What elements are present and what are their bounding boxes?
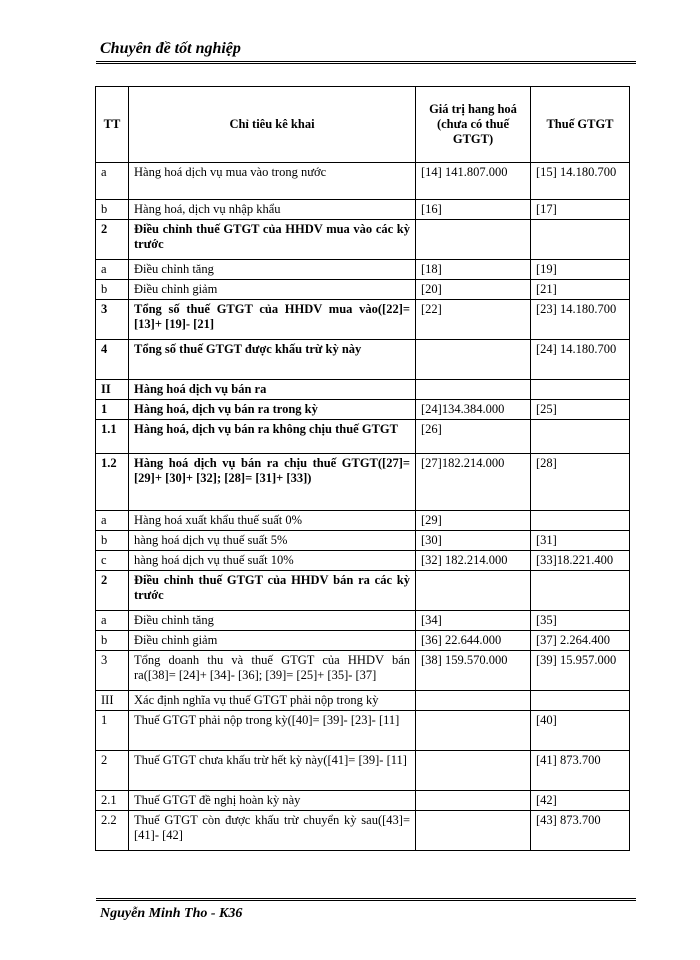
row-goods-value: [36] 22.644.000 — [416, 631, 531, 651]
row-tt: 1 — [96, 711, 129, 751]
row-indicator: Thuế GTGT còn được khấu trừ chuyển kỳ sau([43]= [41]- [42] — [129, 811, 416, 851]
row-goods-value: [16] — [416, 200, 531, 220]
row-vat: [31] — [531, 531, 630, 551]
row-tt: a — [96, 511, 129, 531]
table-row — [96, 691, 630, 711]
row-vat — [531, 380, 630, 400]
row-indicator: Hàng hoá dịch vụ bán ra chịu thuế GTGT([27]= [29]+ [30]+ [32]; [28]= [31]+ [33]) — [129, 454, 416, 511]
row-indicator: Tổng số thuế GTGT được khấu trừ kỳ này — [129, 340, 416, 380]
row-vat: [24] 14.180.700 — [531, 340, 630, 380]
table-row — [96, 220, 630, 260]
table-row — [96, 711, 630, 751]
row-indicator: Thuế GTGT đề nghị hoàn kỳ này — [129, 791, 416, 811]
row-indicator: Điều chỉnh giảm — [129, 280, 416, 300]
row-tt: 2 — [96, 751, 129, 791]
row-vat: [19] — [531, 260, 630, 280]
row-tt: b — [96, 631, 129, 651]
table-row — [96, 420, 630, 454]
header-indicator: Chỉ tiêu kê khai — [129, 87, 416, 163]
table-row — [96, 280, 630, 300]
row-indicator: Hàng hoá dịch vụ bán ra — [129, 380, 416, 400]
row-tt: 1 — [96, 400, 129, 420]
row-tt: II — [96, 380, 129, 400]
row-indicator: Điều chỉnh tăng — [129, 260, 416, 280]
table-row — [96, 751, 630, 791]
row-tt: 2 — [96, 220, 129, 260]
table-row — [96, 531, 630, 551]
page-header-title: Chuyên đề tốt nghiệp — [100, 40, 241, 57]
row-tt: 1.2 — [96, 454, 129, 511]
table-row — [96, 571, 630, 611]
row-tt: a — [96, 260, 129, 280]
row-indicator: Tổng doanh thu và thuế GTGT của HHDV bán ra([38]= [24]+ [34]- [36]; [39]= [25]+ [35]- [37] — [129, 651, 416, 691]
footer-rule — [96, 898, 636, 899]
row-indicator: Thuế GTGT chưa khấu trừ hết kỳ này([41]= [39]- [11] — [129, 751, 416, 791]
row-tt: b — [96, 531, 129, 551]
row-vat — [531, 511, 630, 531]
table-row — [96, 454, 630, 511]
row-tt: b — [96, 200, 129, 220]
table-row — [96, 300, 630, 340]
table-row — [96, 400, 630, 420]
row-indicator: Hàng hoá, dịch vụ bán ra không chịu thuế GTGT — [129, 420, 416, 454]
row-goods-value: [29] — [416, 511, 531, 531]
table-row — [96, 631, 630, 651]
row-tt: 2 — [96, 571, 129, 611]
row-tt: b — [96, 280, 129, 300]
row-indicator: Hàng hoá, dịch vụ bán ra trong kỳ — [129, 400, 416, 420]
row-tt: a — [96, 611, 129, 631]
row-indicator: hàng hoá dịch vụ thuế suất 5% — [129, 531, 416, 551]
row-tt: 2.1 — [96, 791, 129, 811]
row-goods-value: [30] — [416, 531, 531, 551]
footer-rule-thin — [96, 900, 636, 901]
row-vat — [531, 220, 630, 260]
table-row — [96, 611, 630, 631]
row-vat: [43] 873.700 — [531, 811, 630, 851]
footer — [100, 906, 242, 922]
row-vat: [23] 14.180.700 — [531, 300, 630, 340]
table-header-row — [96, 87, 630, 163]
row-indicator: Hàng hoá xuất khẩu thuế suất 0% — [129, 511, 416, 531]
row-vat: [35] — [531, 611, 630, 631]
footer-class-code: K36 — [219, 906, 243, 921]
table-row — [96, 511, 630, 531]
row-tt: 2.2 — [96, 811, 129, 851]
table-row — [96, 260, 630, 280]
row-goods-value — [416, 340, 531, 380]
row-vat: [42] — [531, 791, 630, 811]
row-goods-value: [18] — [416, 260, 531, 280]
row-goods-value — [416, 220, 531, 260]
row-indicator: Điều chỉnh thuế GTGT của HHDV bán ra các kỳ trước — [129, 571, 416, 611]
header-rule — [96, 61, 636, 62]
row-goods-value: [27]182.214.000 — [416, 454, 531, 511]
row-vat: [37] 2.264.400 — [531, 631, 630, 651]
table-row — [96, 163, 630, 200]
row-vat: [40] — [531, 711, 630, 751]
row-indicator: Thuế GTGT phải nộp trong kỳ([40]= [39]- [23]- [11] — [129, 711, 416, 751]
row-goods-value: [14] 141.807.000 — [416, 163, 531, 200]
header-tt: TT — [96, 87, 129, 163]
row-vat — [531, 571, 630, 611]
row-vat: [41] 873.700 — [531, 751, 630, 791]
row-indicator: Tổng số thuế GTGT của HHDV mua vào([22]= [13]+ [19]- [21] — [129, 300, 416, 340]
row-indicator: Điều chỉnh thuế GTGT của HHDV mua vào các kỳ trước — [129, 220, 416, 260]
table-row — [96, 200, 630, 220]
row-goods-value — [416, 811, 531, 851]
row-vat — [531, 691, 630, 711]
row-vat: [28] — [531, 454, 630, 511]
row-goods-value: [32] 182.214.000 — [416, 551, 531, 571]
table-row — [96, 791, 630, 811]
table-row — [96, 651, 630, 691]
row-vat: [15] 14.180.700 — [531, 163, 630, 200]
header-vat: Thuế GTGT — [531, 87, 630, 163]
table-row — [96, 551, 630, 571]
row-goods-value — [416, 571, 531, 611]
row-tt: 3 — [96, 300, 129, 340]
row-vat: [21] — [531, 280, 630, 300]
footer-separator: - — [207, 906, 220, 921]
row-indicator: Hàng hoá dịch vụ mua vào trong nước — [129, 163, 416, 200]
row-vat — [531, 420, 630, 454]
table-row — [96, 811, 630, 851]
row-indicator: Xác định nghĩa vụ thuế GTGT phải nộp trong kỳ — [129, 691, 416, 711]
row-goods-value: [38] 159.570.000 — [416, 651, 531, 691]
row-tt: 3 — [96, 651, 129, 691]
row-indicator: hàng hoá dịch vụ thuế suất 10% — [129, 551, 416, 571]
table-row — [96, 380, 630, 400]
row-goods-value: [20] — [416, 280, 531, 300]
row-goods-value — [416, 380, 531, 400]
footer-author: Nguyễn Minh Tho — [100, 906, 208, 921]
row-goods-value: [26] — [416, 420, 531, 454]
row-goods-value: [22] — [416, 300, 531, 340]
row-vat: [25] — [531, 400, 630, 420]
row-goods-value — [416, 691, 531, 711]
row-goods-value — [416, 711, 531, 751]
row-vat: [33]18.221.400 — [531, 551, 630, 571]
row-indicator: Điều chỉnh giảm — [129, 631, 416, 651]
row-indicator: Điều chỉnh tăng — [129, 611, 416, 631]
row-goods-value — [416, 751, 531, 791]
row-tt: a — [96, 163, 129, 200]
row-goods-value — [416, 791, 531, 811]
vat-declaration-table — [95, 86, 630, 851]
row-tt: III — [96, 691, 129, 711]
row-indicator: Hàng hoá, dịch vụ nhập khẩu — [129, 200, 416, 220]
row-vat: [39] 15.957.000 — [531, 651, 630, 691]
row-tt: c — [96, 551, 129, 571]
header-rule-thin — [96, 63, 636, 64]
row-tt: 4 — [96, 340, 129, 380]
row-tt: 1.1 — [96, 420, 129, 454]
table-row — [96, 340, 630, 380]
row-vat: [17] — [531, 200, 630, 220]
table-body — [96, 163, 630, 851]
row-goods-value: [24]134.384.000 — [416, 400, 531, 420]
row-goods-value: [34] — [416, 611, 531, 631]
header-goods-value: Giá trị hang hoá (chưa có thuế GTGT) — [416, 87, 531, 163]
